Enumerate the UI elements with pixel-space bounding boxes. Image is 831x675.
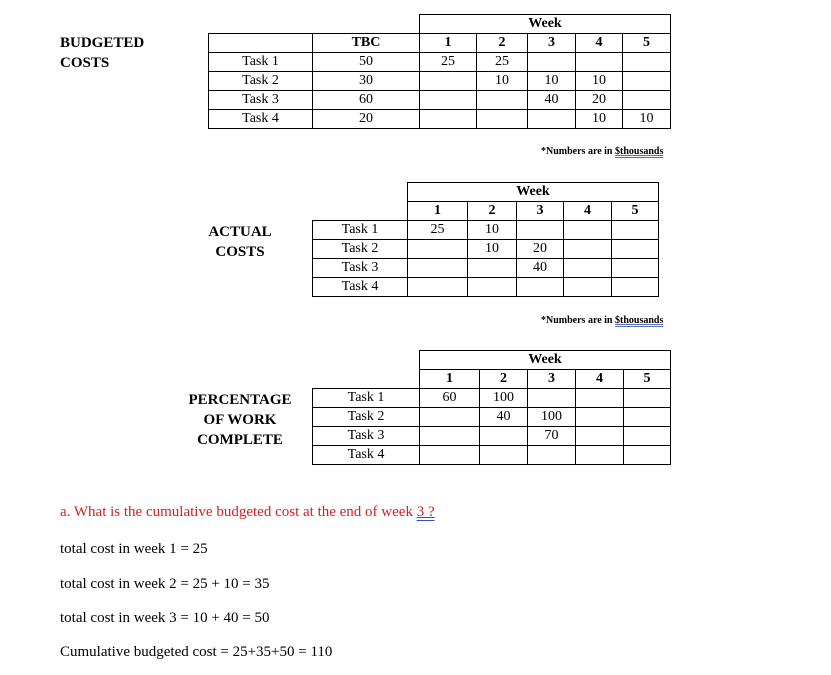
units-note: *Numbers are in $thousands [541, 315, 664, 326]
percent-cell [576, 408, 624, 427]
task-name: Task 2 [209, 72, 313, 91]
percent-cell [624, 389, 671, 408]
week-number: 1 [408, 202, 468, 221]
percent-cell: 70 [528, 427, 576, 446]
week-number: 5 [624, 370, 671, 389]
cost-cell [623, 72, 671, 91]
cost-cell [623, 91, 671, 110]
percent-cell [480, 446, 528, 465]
cost-cell: 20 [576, 91, 623, 110]
percent-cell [576, 389, 624, 408]
table-row [313, 427, 671, 446]
table-row [313, 278, 659, 297]
percent-cell [576, 446, 624, 465]
percent-cell [420, 408, 480, 427]
cost-cell [564, 259, 612, 278]
actual-costs-table [312, 182, 659, 297]
cost-cell [408, 278, 468, 297]
task-name: Task 1 [313, 389, 420, 408]
cost-cell [517, 221, 564, 240]
week-number: 3 [528, 34, 576, 53]
week-number: 1 [420, 34, 477, 53]
week-number: 4 [576, 370, 624, 389]
question-a: a. What is the cumulative budgeted cost at the end of week 3 ? [60, 504, 435, 520]
week-number: 4 [576, 34, 623, 53]
cost-cell: 10 [528, 72, 576, 91]
cost-cell [564, 278, 612, 297]
table-row [313, 446, 671, 465]
task-name: Task 3 [313, 259, 408, 278]
percent-cell: 60 [420, 389, 480, 408]
cost-cell [623, 53, 671, 72]
task-name: Task 2 [313, 408, 420, 427]
table-row [313, 408, 671, 427]
tbc-header: TBC [313, 34, 420, 53]
cost-cell: 25 [477, 53, 528, 72]
cost-cell: 10 [468, 221, 517, 240]
task-name: Task 4 [313, 446, 420, 465]
table-row [209, 72, 671, 91]
cost-cell [612, 240, 659, 259]
percentage-complete-label: PERCENTAGE OF WORK COMPLETE [188, 392, 292, 448]
week-number: 2 [468, 202, 517, 221]
cost-cell: 10 [576, 110, 623, 129]
tbc-value: 60 [313, 91, 420, 110]
week-header: Week [420, 15, 671, 34]
cost-cell: 10 [468, 240, 517, 259]
cost-cell: 20 [517, 240, 564, 259]
cost-cell [528, 110, 576, 129]
cost-cell: 10 [576, 72, 623, 91]
percent-cell [624, 446, 671, 465]
percent-cell [624, 427, 671, 446]
task-name: Task 4 [313, 278, 408, 297]
percent-cell [624, 408, 671, 427]
cost-cell: 40 [517, 259, 564, 278]
week-number: 3 [528, 370, 576, 389]
cost-cell [468, 278, 517, 297]
answer-line: Cumulative budgeted cost = 25+35+50 = 110 [60, 644, 333, 660]
cost-cell [564, 240, 612, 259]
week-number: 2 [480, 370, 528, 389]
task-name: Task 4 [209, 110, 313, 129]
cost-cell: 10 [477, 72, 528, 91]
percent-cell: 40 [480, 408, 528, 427]
cost-cell: 25 [420, 53, 477, 72]
week-number: 5 [612, 202, 659, 221]
table-row [209, 91, 671, 110]
table-row [313, 240, 659, 259]
cost-cell: 25 [408, 221, 468, 240]
cost-cell [612, 221, 659, 240]
budgeted-costs-label: BUDGETED COSTS [60, 35, 145, 71]
table-row [313, 221, 659, 240]
percent-cell [420, 427, 480, 446]
answer-line: total cost in week 1 = 25 [60, 541, 208, 557]
task-name: Task 1 [209, 53, 313, 72]
corner-cell [209, 34, 313, 53]
table-row [209, 53, 671, 72]
cost-cell [477, 110, 528, 129]
percent-cell [480, 427, 528, 446]
actual-costs-label: ACTUAL COSTS [208, 224, 272, 260]
cost-cell [517, 278, 564, 297]
percent-cell [576, 427, 624, 446]
task-name: Task 2 [313, 240, 408, 259]
cost-cell [564, 221, 612, 240]
percent-cell: 100 [480, 389, 528, 408]
cost-cell [420, 110, 477, 129]
table-row [313, 259, 659, 278]
cost-cell [468, 259, 517, 278]
cost-cell [528, 53, 576, 72]
budgeted-costs-table [208, 14, 671, 129]
task-name: Task 1 [313, 221, 408, 240]
cost-cell: 10 [623, 110, 671, 129]
cost-cell [408, 240, 468, 259]
cost-cell [612, 259, 659, 278]
cost-cell [420, 91, 477, 110]
tbc-value: 20 [313, 110, 420, 129]
table-row [313, 389, 671, 408]
week-header: Week [408, 183, 659, 202]
answer-line: total cost in week 2 = 25 + 10 = 35 [60, 576, 270, 592]
answer-line: total cost in week 3 = 10 + 40 = 50 [60, 610, 270, 626]
week-number: 1 [420, 370, 480, 389]
percent-cell: 100 [528, 408, 576, 427]
week-number: 3 [517, 202, 564, 221]
percentage-complete-table [312, 350, 671, 465]
task-name: Task 3 [313, 427, 420, 446]
units-note: *Numbers are in $thousands [541, 146, 664, 157]
week-number: 2 [477, 34, 528, 53]
cost-cell: 40 [528, 91, 576, 110]
table-row [209, 110, 671, 129]
tbc-value: 50 [313, 53, 420, 72]
week-number: 5 [623, 34, 671, 53]
tbc-value: 30 [313, 72, 420, 91]
percent-cell [528, 389, 576, 408]
cost-cell [612, 278, 659, 297]
week-number: 4 [564, 202, 612, 221]
task-name: Task 3 [209, 91, 313, 110]
cost-cell [408, 259, 468, 278]
cost-cell [420, 72, 477, 91]
percent-cell [528, 446, 576, 465]
percent-cell [420, 446, 480, 465]
cost-cell [576, 53, 623, 72]
cost-cell [477, 91, 528, 110]
week-header: Week [420, 351, 671, 370]
